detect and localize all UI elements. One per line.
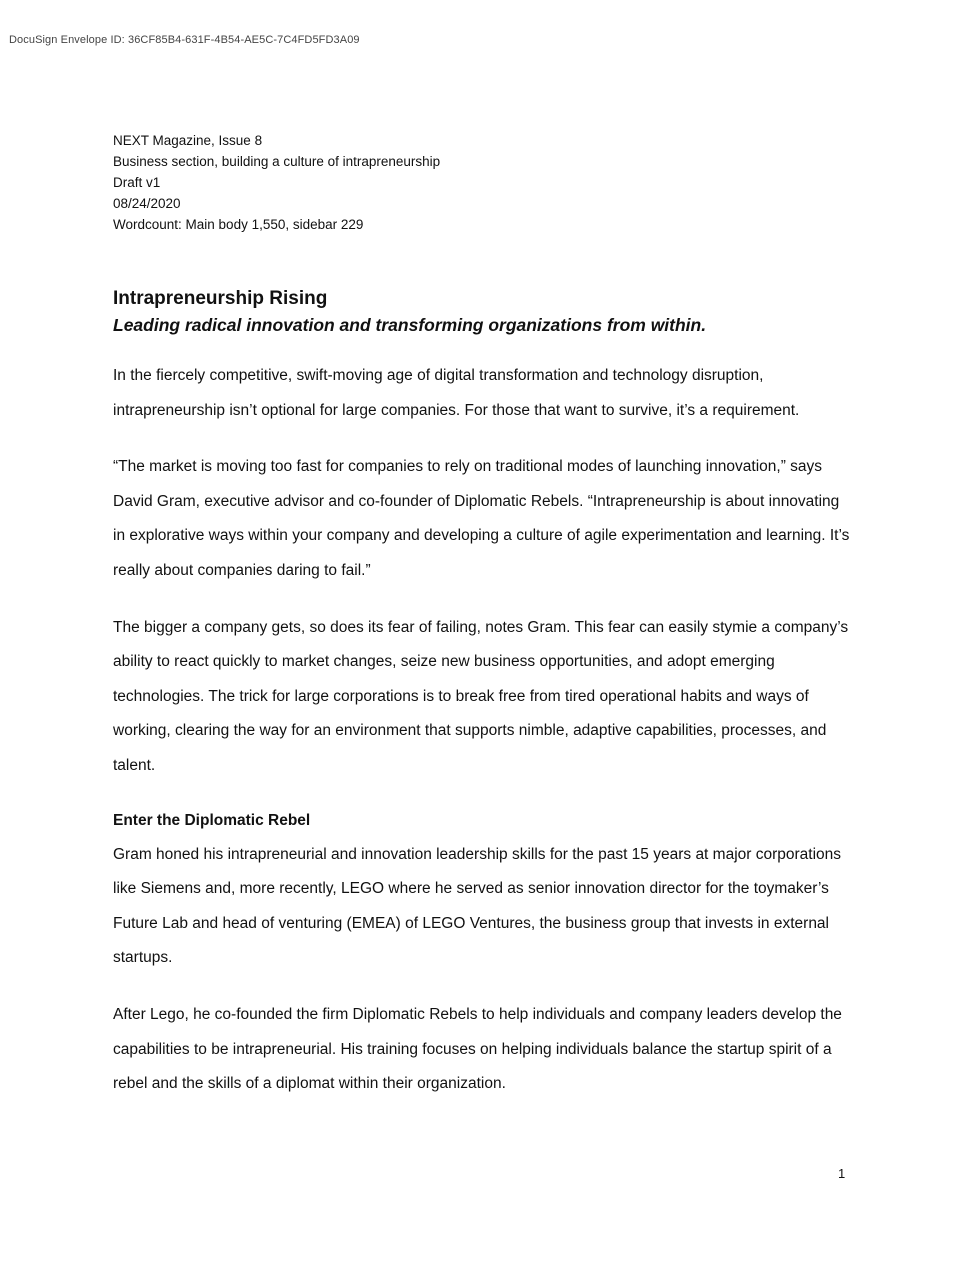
section-heading: Enter the Diplomatic Rebel: [113, 811, 311, 829]
article-meta: [113, 130, 853, 235]
paragraph-quote: “The market is moving too fast for companies to rely on traditional modes of launching innovation,” says David Gram, executive advisor and co-founder of Diplomatic Rebels. “Intrapreneurship is about innovating in explorative ways within your company and developing a culture of agile experimentation and learning. It’s really about companies daring to fail.”: [113, 458, 850, 579]
meta-date: 08/24/2020: [113, 196, 181, 211]
article-subheadline: Leading radical innovation and transforming organizations from within.: [113, 315, 707, 335]
paragraph-diplomatic-rebels: After Lego, he co-founded the firm Diplomatic Rebels to help individuals and company leaders develop the capabilities to be intrapreneurial. His training focuses on helping individuals balance the startup spirit of a rebel and the skills of a diplomat within their organization.: [113, 1005, 842, 1093]
meta-draft: Draft v1: [113, 175, 161, 190]
meta-section: Business section, building a culture of intrapreneurship: [113, 154, 441, 169]
page-number: 1: [838, 1166, 846, 1181]
docusign-envelope-id: DocuSign Envelope ID: 36CF85B4-631F-4B54-AE5C-7C4FD5FD3A09: [9, 34, 360, 46]
article-headline: Intrapreneurship Rising: [113, 288, 328, 309]
paragraph-background: Gram honed his intrapreneurial and innovation leadership skills for the past 15 years at major corporations like Siemens and, more recently, LEGO where he served as senior innovation director for the toymaker’s Future Lab and head of venturing (EMEA) of LEGO Ventures, the business group that invests in external startups.: [113, 845, 842, 967]
paragraph-fear: The bigger a company gets, so does its fear of failing, notes Gram. This fear can easily stymie a company’s ability to react quickly to market changes, seize new business opportunities, and adopt emerging technologies. The trick for large corporations is to break free from tired operational habits and ways of working, clearing the way for an environment that supports nimble, adaptive capabilities, processes, and talent.: [113, 618, 849, 774]
meta-wordcount: Wordcount: Main body 1,550, sidebar 229: [113, 217, 364, 232]
meta-publication: NEXT Magazine, Issue 8: [113, 133, 263, 148]
document-page: [113, 130, 853, 1102]
paragraph-intro: In the fiercely competitive, swift-moving age of digital transformation and technology disruption, intrapreneurship isn’t optional for large companies. For those that want to survive, it’s a requirement.: [113, 367, 800, 419]
